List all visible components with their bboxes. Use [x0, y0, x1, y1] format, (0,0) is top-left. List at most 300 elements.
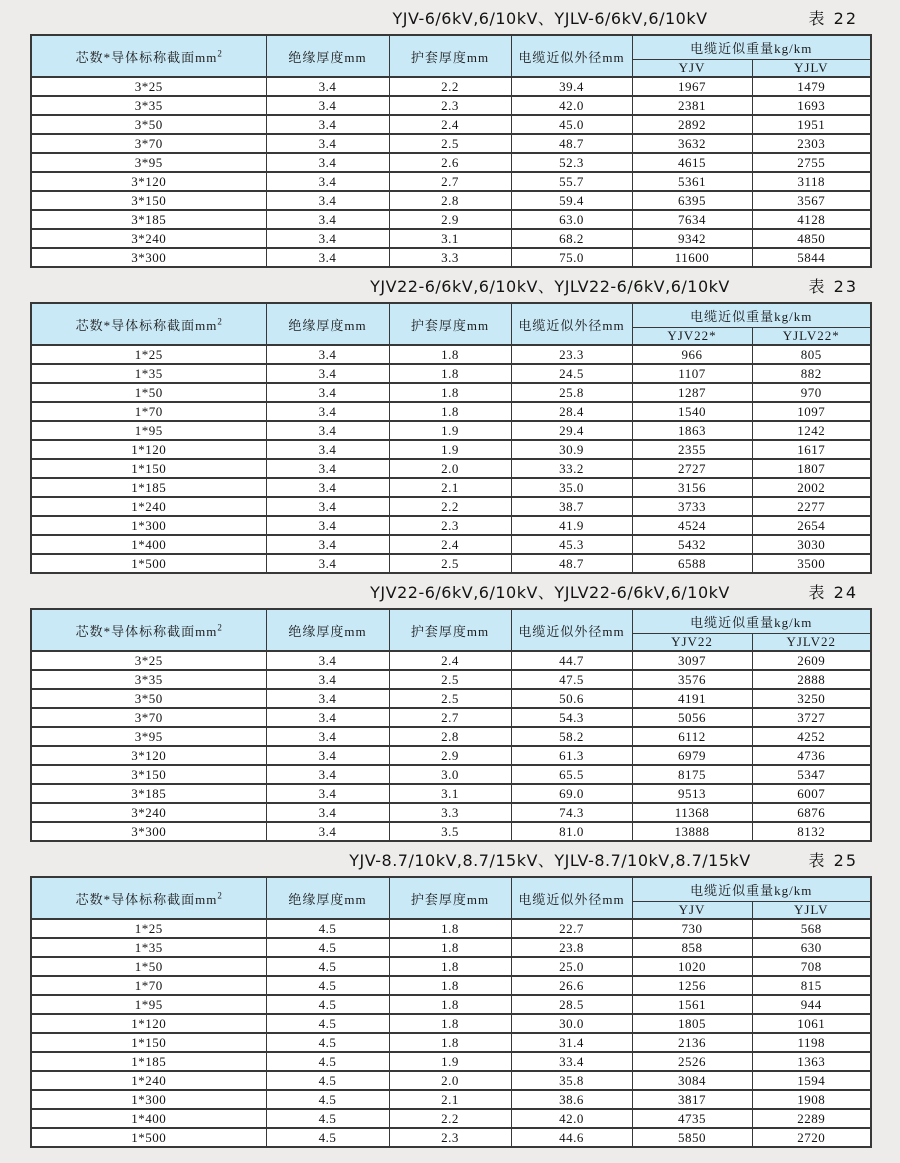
cell-sheath-thickness: 1.8 — [389, 364, 511, 383]
cell-core-size: 3*25 — [31, 77, 266, 96]
cell-sheath-thickness: 3.1 — [389, 229, 511, 248]
cell-sheath-thickness: 2.5 — [389, 670, 511, 689]
cell-weight-a: 2526 — [632, 1052, 752, 1071]
cell-insulation-thickness: 3.4 — [266, 708, 389, 727]
table-row — [31, 957, 871, 976]
table-row — [31, 1109, 871, 1128]
cell-sheath-thickness: 2.3 — [389, 1128, 511, 1147]
cell-insulation-thickness: 3.4 — [266, 383, 389, 402]
cell-sheath-thickness: 2.5 — [389, 689, 511, 708]
table-row — [31, 670, 871, 689]
cell-core-size: 1*95 — [31, 421, 266, 440]
table-section — [0, 274, 900, 574]
cell-core-size: 1*400 — [31, 535, 266, 554]
cell-sheath-thickness: 2.7 — [389, 172, 511, 191]
cell-sheath-thickness: 1.9 — [389, 1052, 511, 1071]
cell-weight-a: 2892 — [632, 115, 752, 134]
cell-insulation-thickness: 3.4 — [266, 172, 389, 191]
cell-insulation-thickness: 3.4 — [266, 689, 389, 708]
col-header-weight-type-b: YJLV22* — [752, 328, 871, 346]
col-header-sheath-thickness: 护套厚度mm — [389, 35, 511, 77]
table-row — [31, 784, 871, 803]
cell-core-size: 1*185 — [31, 478, 266, 497]
cell-weight-a: 1967 — [632, 77, 752, 96]
cell-core-size: 1*25 — [31, 919, 266, 938]
cell-weight-b: 3727 — [752, 708, 871, 727]
table-body — [31, 651, 871, 841]
table-title: YJV22-6/6kV,6/10kV、YJLV22-6/6kV,6/10kV — [370, 583, 730, 602]
section-header — [0, 580, 900, 602]
cell-insulation-thickness: 4.5 — [266, 976, 389, 995]
cell-weight-a: 4191 — [632, 689, 752, 708]
cell-weight-a: 1561 — [632, 995, 752, 1014]
cell-sheath-thickness: 2.8 — [389, 191, 511, 210]
cell-weight-a: 4524 — [632, 516, 752, 535]
cell-weight-a: 6112 — [632, 727, 752, 746]
cell-sheath-thickness: 1.8 — [389, 938, 511, 957]
cell-weight-b: 568 — [752, 919, 871, 938]
cell-core-size: 1*185 — [31, 1052, 266, 1071]
table-row — [31, 822, 871, 841]
cell-outer-diameter: 28.4 — [511, 402, 632, 421]
cell-core-size: 3*50 — [31, 689, 266, 708]
cell-insulation-thickness: 4.5 — [266, 1109, 389, 1128]
cell-insulation-thickness: 4.5 — [266, 1090, 389, 1109]
table-body — [31, 77, 871, 267]
table-row — [31, 77, 871, 96]
cell-weight-a: 5850 — [632, 1128, 752, 1147]
table-body — [31, 345, 871, 573]
table-row — [31, 210, 871, 229]
cell-outer-diameter: 81.0 — [511, 822, 632, 841]
table-row — [31, 478, 871, 497]
cell-core-size: 1*500 — [31, 1128, 266, 1147]
cell-insulation-thickness: 3.4 — [266, 248, 389, 267]
cell-outer-diameter: 30.9 — [511, 440, 632, 459]
cell-insulation-thickness: 3.4 — [266, 478, 389, 497]
cell-outer-diameter: 45.0 — [511, 115, 632, 134]
cell-weight-a: 3156 — [632, 478, 752, 497]
cell-core-size: 1*400 — [31, 1109, 266, 1128]
cell-weight-a: 1107 — [632, 364, 752, 383]
cell-outer-diameter: 61.3 — [511, 746, 632, 765]
cell-insulation-thickness: 3.4 — [266, 345, 389, 364]
cell-sheath-thickness: 2.2 — [389, 77, 511, 96]
cell-core-size: 3*185 — [31, 210, 266, 229]
cell-outer-diameter: 26.6 — [511, 976, 632, 995]
cell-core-size: 1*240 — [31, 1071, 266, 1090]
cell-sheath-thickness: 2.5 — [389, 134, 511, 153]
cell-core-size: 3*120 — [31, 746, 266, 765]
cell-insulation-thickness: 3.4 — [266, 440, 389, 459]
cell-sheath-thickness: 2.2 — [389, 497, 511, 516]
cell-weight-a: 8175 — [632, 765, 752, 784]
col-header-outer-diameter: 电缆近似外径mm — [511, 877, 632, 919]
cell-sheath-thickness: 2.4 — [389, 651, 511, 670]
col-header-weight: 电缆近似重量kg/km — [632, 35, 871, 60]
cell-insulation-thickness: 4.5 — [266, 957, 389, 976]
cell-core-size: 3*150 — [31, 191, 266, 210]
cell-weight-b: 1807 — [752, 459, 871, 478]
table-row — [31, 689, 871, 708]
cell-weight-a: 4615 — [632, 153, 752, 172]
cell-outer-diameter: 69.0 — [511, 784, 632, 803]
table-row — [31, 459, 871, 478]
cell-outer-diameter: 33.4 — [511, 1052, 632, 1071]
cell-weight-a: 2727 — [632, 459, 752, 478]
col-header-insulation-thickness: 绝缘厚度mm — [266, 877, 389, 919]
col-header-outer-diameter: 电缆近似外径mm — [511, 35, 632, 77]
table-title: YJV-8.7/10kV,8.7/15kV、YJLV-8.7/10kV,8.7/15kV — [349, 851, 751, 870]
cell-insulation-thickness: 3.4 — [266, 497, 389, 516]
cell-outer-diameter: 25.0 — [511, 957, 632, 976]
cell-sheath-thickness: 1.9 — [389, 440, 511, 459]
cell-weight-a: 2381 — [632, 96, 752, 115]
table-row — [31, 1014, 871, 1033]
cell-outer-diameter: 54.3 — [511, 708, 632, 727]
cell-insulation-thickness: 4.5 — [266, 1014, 389, 1033]
cell-weight-a: 3733 — [632, 497, 752, 516]
cell-core-size: 1*150 — [31, 459, 266, 478]
col-header-insulation-thickness: 绝缘厚度mm — [266, 303, 389, 345]
table-row — [31, 248, 871, 267]
cell-outer-diameter: 65.5 — [511, 765, 632, 784]
cell-outer-diameter: 33.2 — [511, 459, 632, 478]
cell-sheath-thickness: 2.6 — [389, 153, 511, 172]
cell-core-size: 3*240 — [31, 229, 266, 248]
cell-weight-a: 2136 — [632, 1033, 752, 1052]
col-header-sheath-thickness: 护套厚度mm — [389, 877, 511, 919]
cell-core-size: 1*120 — [31, 1014, 266, 1033]
cell-outer-diameter: 23.8 — [511, 938, 632, 957]
cable-spec-table — [30, 302, 872, 574]
cell-outer-diameter: 38.6 — [511, 1090, 632, 1109]
cell-weight-b: 6007 — [752, 784, 871, 803]
cell-core-size: 3*70 — [31, 134, 266, 153]
section-header — [0, 6, 900, 28]
col-header-outer-diameter: 电缆近似外径mm — [511, 609, 632, 651]
table-number: 表 23 — [808, 277, 858, 296]
cell-weight-a: 730 — [632, 919, 752, 938]
cell-sheath-thickness: 1.8 — [389, 1014, 511, 1033]
cell-insulation-thickness: 3.4 — [266, 364, 389, 383]
table-number: 表 24 — [808, 583, 858, 602]
cable-spec-table — [30, 876, 872, 1148]
cell-weight-a: 1020 — [632, 957, 752, 976]
cell-outer-diameter: 44.7 — [511, 651, 632, 670]
cell-weight-b: 970 — [752, 383, 871, 402]
table-row — [31, 383, 871, 402]
cell-insulation-thickness: 3.4 — [266, 554, 389, 573]
cell-sheath-thickness: 1.8 — [389, 402, 511, 421]
cell-weight-b: 5347 — [752, 765, 871, 784]
cell-core-size: 3*35 — [31, 670, 266, 689]
cell-weight-a: 2355 — [632, 440, 752, 459]
cell-core-size: 1*70 — [31, 976, 266, 995]
table-row — [31, 1128, 871, 1147]
cell-core-size: 3*95 — [31, 153, 266, 172]
cell-outer-diameter: 59.4 — [511, 191, 632, 210]
cell-sheath-thickness: 1.8 — [389, 383, 511, 402]
col-header-core-size: 芯数*导体标称截面$mm^2$ — [31, 303, 266, 345]
cell-weight-b: 2303 — [752, 134, 871, 153]
table-row — [31, 440, 871, 459]
cell-insulation-thickness: 3.4 — [266, 115, 389, 134]
cell-core-size: 1*50 — [31, 383, 266, 402]
table-row — [31, 1052, 871, 1071]
cell-weight-a: 5361 — [632, 172, 752, 191]
table-row — [31, 995, 871, 1014]
cell-outer-diameter: 42.0 — [511, 1109, 632, 1128]
table-row — [31, 535, 871, 554]
cell-outer-diameter: 35.0 — [511, 478, 632, 497]
table-body — [31, 919, 871, 1147]
cell-insulation-thickness: 3.4 — [266, 210, 389, 229]
cell-insulation-thickness: 4.5 — [266, 919, 389, 938]
cell-insulation-thickness: 3.4 — [266, 77, 389, 96]
cell-outer-diameter: 48.7 — [511, 134, 632, 153]
cell-sheath-thickness: 2.1 — [389, 478, 511, 497]
cell-weight-b: 1061 — [752, 1014, 871, 1033]
cell-outer-diameter: 75.0 — [511, 248, 632, 267]
cell-weight-a: 9513 — [632, 784, 752, 803]
col-header-weight-type-a: YJV — [632, 902, 752, 920]
cell-weight-b: 708 — [752, 957, 871, 976]
cell-insulation-thickness: 3.4 — [266, 153, 389, 172]
cell-weight-a: 1805 — [632, 1014, 752, 1033]
table-row — [31, 96, 871, 115]
col-header-weight-type-b: YJLV — [752, 60, 871, 78]
col-header-insulation-thickness: 绝缘厚度mm — [266, 609, 389, 651]
cell-sheath-thickness: 2.0 — [389, 459, 511, 478]
cell-outer-diameter: 52.3 — [511, 153, 632, 172]
cell-weight-a: 1287 — [632, 383, 752, 402]
table-row — [31, 919, 871, 938]
section-header — [0, 848, 900, 870]
cell-insulation-thickness: 3.4 — [266, 96, 389, 115]
cell-outer-diameter: 30.0 — [511, 1014, 632, 1033]
cell-insulation-thickness: 3.4 — [266, 535, 389, 554]
cell-insulation-thickness: 3.4 — [266, 727, 389, 746]
cell-weight-a: 1256 — [632, 976, 752, 995]
cell-core-size: 1*150 — [31, 1033, 266, 1052]
cell-core-size: 1*240 — [31, 497, 266, 516]
table-number: 表 25 — [808, 851, 858, 870]
cell-outer-diameter: 23.3 — [511, 345, 632, 364]
cell-outer-diameter: 29.4 — [511, 421, 632, 440]
cell-weight-a: 6588 — [632, 554, 752, 573]
cell-outer-diameter: 74.3 — [511, 803, 632, 822]
cell-insulation-thickness: 4.5 — [266, 1052, 389, 1071]
table-row — [31, 153, 871, 172]
cell-insulation-thickness: 3.4 — [266, 516, 389, 535]
cell-weight-b: 4252 — [752, 727, 871, 746]
table-section — [0, 6, 900, 268]
cell-weight-b: 3250 — [752, 689, 871, 708]
cell-sheath-thickness: 2.3 — [389, 516, 511, 535]
cell-outer-diameter: 25.8 — [511, 383, 632, 402]
cell-weight-a: 3632 — [632, 134, 752, 153]
cell-weight-a: 11600 — [632, 248, 752, 267]
cell-insulation-thickness: 3.4 — [266, 746, 389, 765]
cell-weight-a: 1540 — [632, 402, 752, 421]
table-row — [31, 191, 871, 210]
cell-weight-a: 3084 — [632, 1071, 752, 1090]
col-header-weight-type-a: YJV22 — [632, 634, 752, 652]
cell-sheath-thickness: 3.0 — [389, 765, 511, 784]
table-row — [31, 976, 871, 995]
col-header-weight-type-b: YJLV — [752, 902, 871, 920]
cell-insulation-thickness: 4.5 — [266, 1128, 389, 1147]
col-header-outer-diameter: 电缆近似外径mm — [511, 303, 632, 345]
cell-insulation-thickness: 4.5 — [266, 1071, 389, 1090]
cell-weight-b: 6876 — [752, 803, 871, 822]
cell-outer-diameter: 22.7 — [511, 919, 632, 938]
cell-weight-b: 3567 — [752, 191, 871, 210]
cell-outer-diameter: 42.0 — [511, 96, 632, 115]
cell-insulation-thickness: 3.4 — [266, 670, 389, 689]
table-title: YJV22-6/6kV,6/10kV、YJLV22-6/6kV,6/10kV — [370, 277, 730, 296]
table-row — [31, 746, 871, 765]
cell-weight-a: 4735 — [632, 1109, 752, 1128]
cell-weight-b: 2609 — [752, 651, 871, 670]
cell-weight-b: 815 — [752, 976, 871, 995]
cell-sheath-thickness: 2.7 — [389, 708, 511, 727]
cell-weight-a: 3576 — [632, 670, 752, 689]
cell-outer-diameter: 38.7 — [511, 497, 632, 516]
cell-outer-diameter: 35.8 — [511, 1071, 632, 1090]
cell-sheath-thickness: 2.5 — [389, 554, 511, 573]
table-row — [31, 803, 871, 822]
cell-core-size: 3*240 — [31, 803, 266, 822]
cell-core-size: 1*95 — [31, 995, 266, 1014]
cell-weight-b: 4850 — [752, 229, 871, 248]
cell-sheath-thickness: 3.3 — [389, 248, 511, 267]
cell-weight-a: 966 — [632, 345, 752, 364]
table-row — [31, 115, 871, 134]
cell-core-size: 3*50 — [31, 115, 266, 134]
cell-insulation-thickness: 4.5 — [266, 1033, 389, 1052]
cell-weight-b: 2888 — [752, 670, 871, 689]
cell-weight-b: 2720 — [752, 1128, 871, 1147]
cell-weight-b: 882 — [752, 364, 871, 383]
cell-weight-b: 2002 — [752, 478, 871, 497]
cell-sheath-thickness: 2.9 — [389, 746, 511, 765]
table-sections — [0, 6, 900, 1148]
cell-outer-diameter: 68.2 — [511, 229, 632, 248]
table-row — [31, 554, 871, 573]
cell-sheath-thickness: 2.2 — [389, 1109, 511, 1128]
col-header-weight-type-a: YJV22* — [632, 328, 752, 346]
cell-weight-a: 13888 — [632, 822, 752, 841]
cell-insulation-thickness: 3.4 — [266, 822, 389, 841]
col-header-core-size: 芯数*导体标称截面$mm^2$ — [31, 877, 266, 919]
cell-core-size: 3*35 — [31, 96, 266, 115]
cell-weight-b: 4128 — [752, 210, 871, 229]
cell-weight-b: 1097 — [752, 402, 871, 421]
cell-weight-b: 2654 — [752, 516, 871, 535]
cell-core-size: 3*300 — [31, 822, 266, 841]
cell-core-size: 1*300 — [31, 1090, 266, 1109]
cell-weight-b: 1693 — [752, 96, 871, 115]
table-row — [31, 516, 871, 535]
cell-weight-a: 858 — [632, 938, 752, 957]
cell-core-size: 3*185 — [31, 784, 266, 803]
table-row — [31, 134, 871, 153]
table-row — [31, 229, 871, 248]
col-header-weight: 电缆近似重量kg/km — [632, 877, 871, 902]
cell-weight-a: 6979 — [632, 746, 752, 765]
cell-insulation-thickness: 4.5 — [266, 995, 389, 1014]
cell-insulation-thickness: 3.4 — [266, 421, 389, 440]
cell-core-size: 3*25 — [31, 651, 266, 670]
table-row — [31, 402, 871, 421]
cell-weight-a: 6395 — [632, 191, 752, 210]
cell-weight-b: 2289 — [752, 1109, 871, 1128]
table-row — [31, 421, 871, 440]
cell-core-size: 1*120 — [31, 440, 266, 459]
cell-outer-diameter: 39.4 — [511, 77, 632, 96]
cell-sheath-thickness: 2.3 — [389, 96, 511, 115]
cell-sheath-thickness: 2.0 — [389, 1071, 511, 1090]
cell-insulation-thickness: 3.4 — [266, 402, 389, 421]
col-header-core-size: 芯数*导体标称截面$mm^2$ — [31, 609, 266, 651]
cell-weight-a: 7634 — [632, 210, 752, 229]
cell-outer-diameter: 24.5 — [511, 364, 632, 383]
cell-weight-b: 2755 — [752, 153, 871, 172]
col-header-sheath-thickness: 护套厚度mm — [389, 609, 511, 651]
cell-weight-b: 944 — [752, 995, 871, 1014]
cell-sheath-thickness: 3.3 — [389, 803, 511, 822]
cell-weight-b: 1617 — [752, 440, 871, 459]
cell-core-size: 3*150 — [31, 765, 266, 784]
cell-outer-diameter: 41.9 — [511, 516, 632, 535]
col-header-sheath-thickness: 护套厚度mm — [389, 303, 511, 345]
cell-weight-b: 3030 — [752, 535, 871, 554]
col-header-weight: 电缆近似重量kg/km — [632, 609, 871, 634]
cell-weight-b: 1479 — [752, 77, 871, 96]
table-row — [31, 651, 871, 670]
table-number: 表 22 — [808, 9, 858, 28]
cell-sheath-thickness: 2.9 — [389, 210, 511, 229]
cell-weight-b: 3500 — [752, 554, 871, 573]
cell-core-size: 1*35 — [31, 364, 266, 383]
table-row — [31, 1090, 871, 1109]
cell-sheath-thickness: 1.9 — [389, 421, 511, 440]
cell-insulation-thickness: 3.4 — [266, 191, 389, 210]
table-row — [31, 708, 871, 727]
cell-weight-b: 1242 — [752, 421, 871, 440]
table-row — [31, 1071, 871, 1090]
document-page — [0, 6, 900, 1163]
cell-sheath-thickness: 3.5 — [389, 822, 511, 841]
cell-core-size: 1*500 — [31, 554, 266, 573]
cell-weight-b: 630 — [752, 938, 871, 957]
table-row — [31, 765, 871, 784]
cell-outer-diameter: 48.7 — [511, 554, 632, 573]
col-header-insulation-thickness: 绝缘厚度mm — [266, 35, 389, 77]
table-row — [31, 497, 871, 516]
cable-spec-table — [30, 608, 872, 842]
table-row — [31, 172, 871, 191]
cell-insulation-thickness: 3.4 — [266, 765, 389, 784]
cell-sheath-thickness: 2.4 — [389, 535, 511, 554]
cell-weight-a: 5056 — [632, 708, 752, 727]
cell-sheath-thickness: 2.8 — [389, 727, 511, 746]
table-section — [0, 848, 900, 1148]
table-title: YJV-6/6kV,6/10kV、YJLV-6/6kV,6/10kV — [392, 9, 708, 28]
cell-sheath-thickness: 2.1 — [389, 1090, 511, 1109]
